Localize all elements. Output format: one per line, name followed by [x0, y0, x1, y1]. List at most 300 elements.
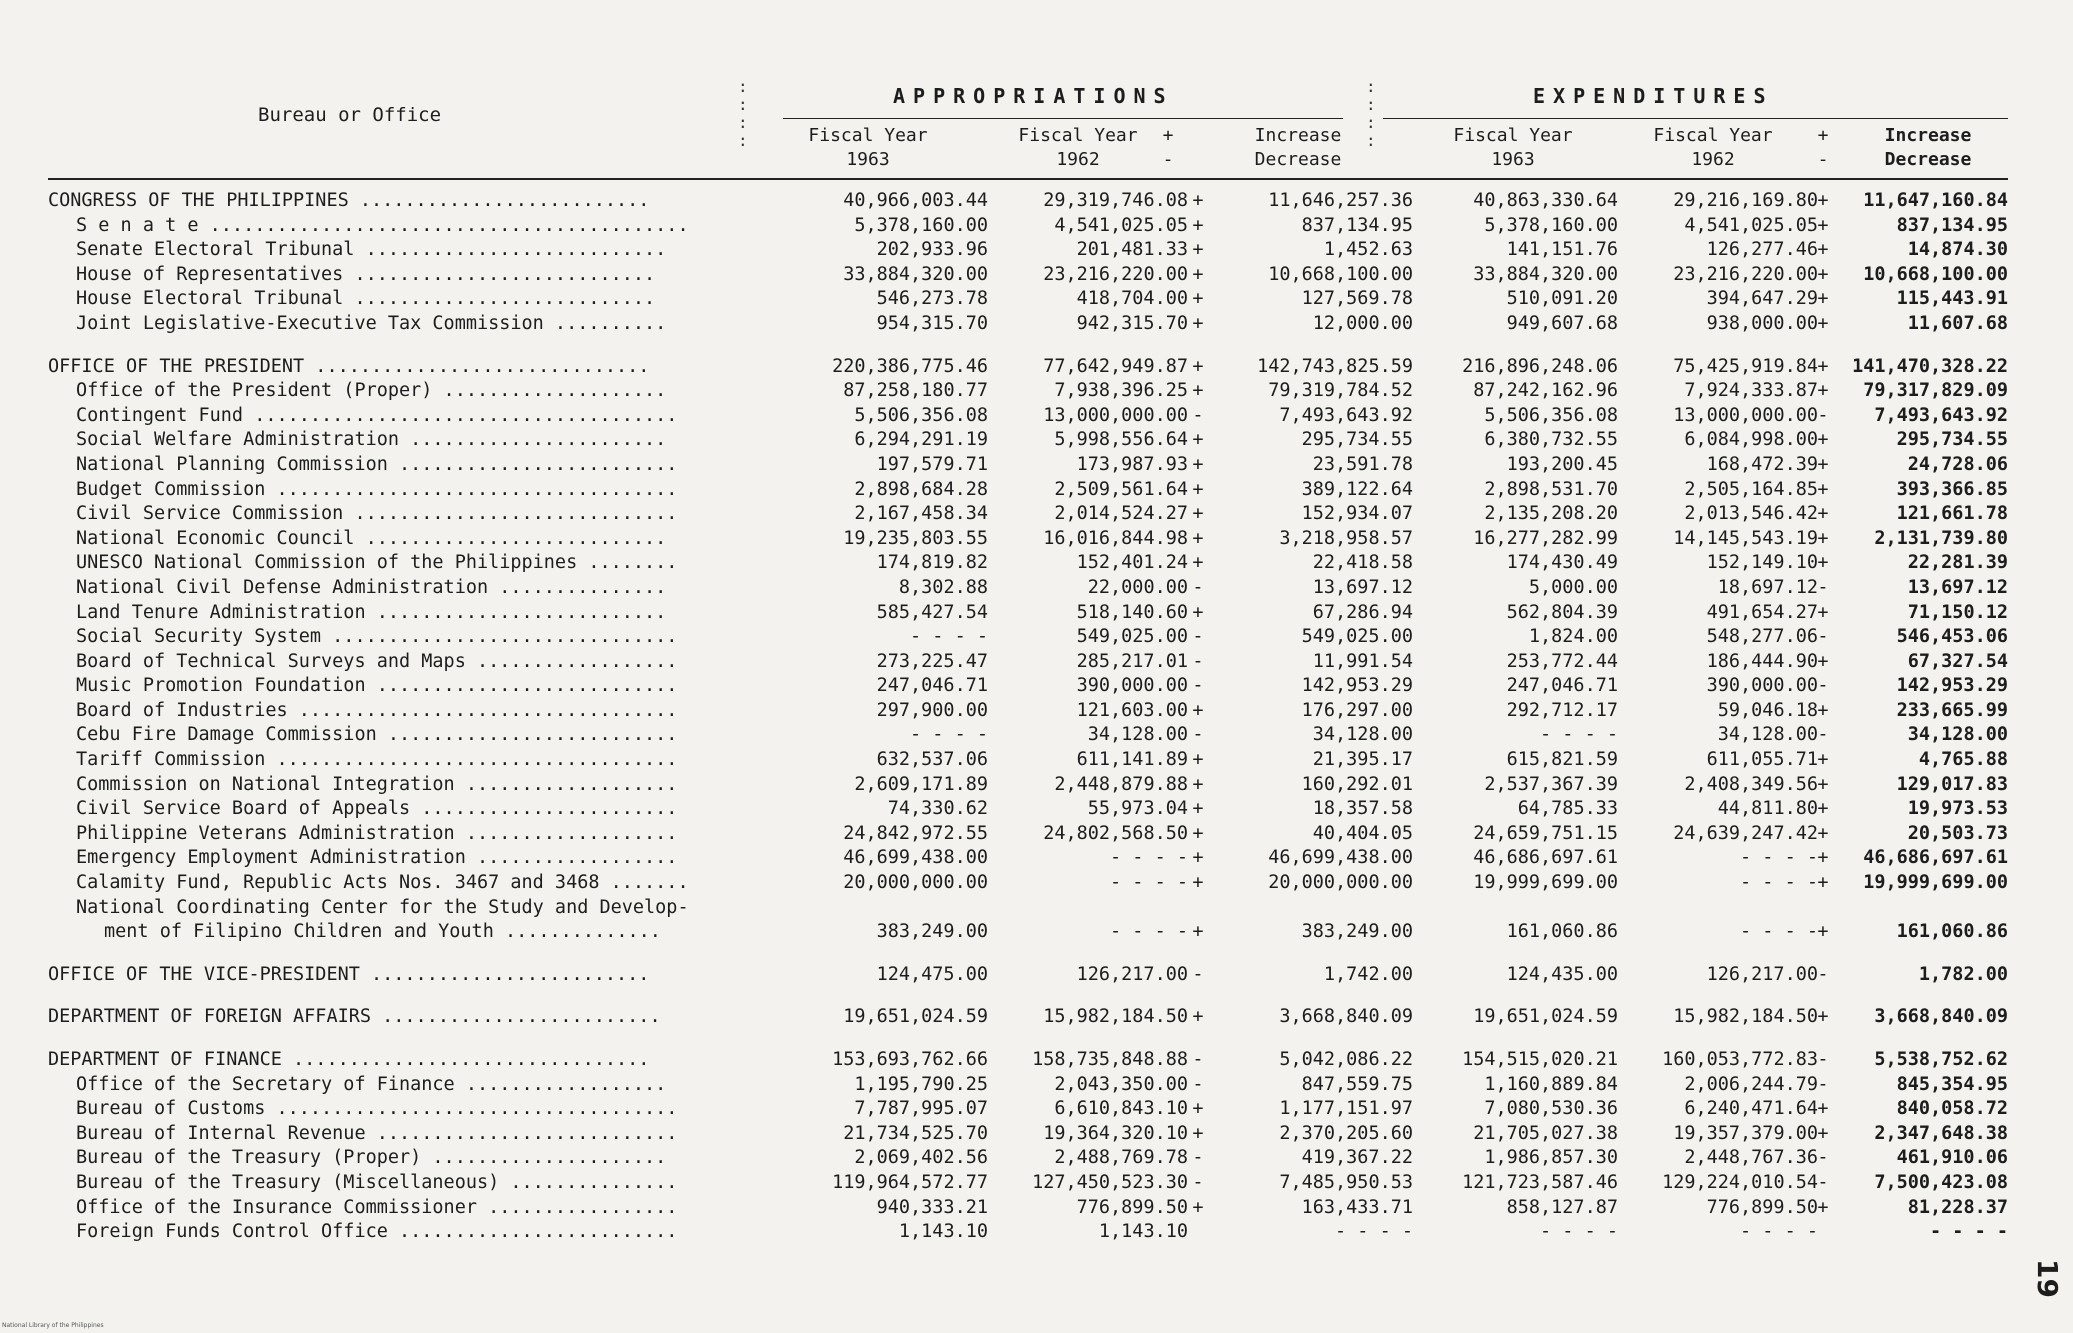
expend-1963: 19,999,699.00	[1473, 872, 1618, 894]
expend-1962: 394,647.29	[1706, 288, 1818, 310]
expend-sign: +	[1817, 1122, 1829, 1144]
header-label: Fiscal Year	[1018, 125, 1138, 146]
header-label: Fiscal Year	[1653, 125, 1773, 146]
expend-1963: 7,080,530.36	[1484, 1098, 1618, 1120]
approp-difference: 549,025.00	[1301, 626, 1413, 648]
column-separator: : : : :	[1366, 77, 1376, 150]
expend-sign: +	[1817, 239, 1829, 261]
expend-sign: +	[1817, 552, 1829, 574]
expend-sign: +	[1817, 1098, 1829, 1120]
expend-1963: 1,986,857.30	[1484, 1147, 1618, 1169]
approp-difference: - - - -	[1335, 1221, 1413, 1243]
approp-difference: 5,042,086.22	[1279, 1049, 1413, 1070]
approp-1963: 153,693,762.66	[832, 1049, 988, 1070]
table-row	[48, 749, 2023, 774]
approp-1963: 2,898,684.28	[854, 478, 988, 500]
approp-sign: +	[1192, 312, 1204, 334]
expend-1963: 858,127.87	[1506, 1196, 1618, 1218]
expend-difference: 7,493,643.92	[1874, 404, 2008, 426]
section-gap	[48, 338, 2023, 356]
approp-sign: +	[1192, 872, 1204, 894]
expend-1962: 29,216,169.80	[1673, 190, 1818, 211]
bureau-name: Philippine Veterans Administration ...................	[76, 822, 678, 844]
approp-difference: 79,319,784.52	[1268, 380, 1413, 402]
table-row	[48, 380, 2023, 405]
expend-sign: +	[1817, 650, 1829, 672]
expend-difference: 4,765.88	[1918, 749, 2008, 771]
approp-1962: 418,704.00	[1076, 288, 1188, 310]
approp-1962: 15,982,184.50	[1043, 1006, 1188, 1028]
approp-1963: 174,819.82	[876, 552, 988, 574]
header-label: Fiscal Year	[1453, 125, 1573, 146]
bureau-name: Office of the President (Proper) ....................	[76, 380, 667, 402]
expend-sign: +	[1817, 263, 1829, 285]
expend-sign: +	[1817, 312, 1829, 334]
bureau-name: Joint Legislative-Executive Tax Commission ..........	[76, 312, 667, 334]
expend-1962: 548,277.06	[1706, 626, 1818, 648]
expend-1962: 23,216,220.00	[1673, 263, 1818, 285]
expend-1963: 21,705,027.38	[1473, 1122, 1618, 1144]
approp-1963: 247,046.71	[876, 675, 988, 697]
bureau-name: Commission on National Integration ...................	[76, 773, 678, 795]
bureau-name: UNESCO National Commission of the Philippines ........	[76, 552, 678, 574]
table-row	[48, 239, 2023, 264]
approp-1963: 20,000,000.00	[843, 872, 988, 894]
expend-1962: 19,357,379.00	[1673, 1122, 1818, 1144]
expend-1962: 14,145,543.19	[1673, 527, 1818, 549]
table-row	[48, 872, 2023, 897]
expend-sign: -	[1817, 404, 1829, 426]
approp-1962: - - - -	[1110, 872, 1188, 894]
table-row	[48, 1074, 2023, 1099]
expend-1962: 34,128.00	[1717, 724, 1818, 746]
approp-1963: 33,884,320.00	[843, 263, 988, 285]
expend-sign: -	[1817, 963, 1829, 985]
approp-1962: 126,217.00	[1076, 963, 1188, 985]
expend-sign: +	[1817, 749, 1829, 771]
column-separator: : : : :	[738, 77, 748, 150]
approp-1962: 2,448,879.88	[1054, 773, 1188, 795]
expend-1963: 121,723,587.46	[1462, 1171, 1618, 1193]
expend-1962: 126,217.00	[1706, 963, 1818, 985]
approp-difference: 18,357.58	[1312, 798, 1413, 820]
approp-sign: +	[1192, 1006, 1204, 1028]
expend-1962: 6,240,471.64	[1684, 1098, 1818, 1120]
expend-1962: 7,924,333.87	[1684, 380, 1818, 402]
approp-sign: -	[1192, 1147, 1204, 1169]
expend-1963: 174,430.49	[1506, 552, 1618, 574]
expend-1962: 13,000,000.00	[1673, 404, 1818, 426]
approp-difference: 67,286.94	[1312, 601, 1413, 623]
table-row	[48, 454, 2023, 479]
approp-1962: 2,014,524.27	[1054, 503, 1188, 525]
approp-sign: +	[1192, 239, 1204, 261]
table-body	[48, 190, 2023, 1246]
bureau-name: Senate Electoral Tribunal ...........................	[76, 239, 667, 261]
approp-difference: 389,122.64	[1301, 478, 1413, 500]
bureau-name: Land Tenure Administration ..........................	[76, 601, 667, 623]
expend-1962: 126,277.46	[1706, 239, 1818, 261]
expend-sign: +	[1817, 601, 1829, 623]
approp-1963: 40,966,003.44	[843, 190, 988, 211]
approp-1962: 942,315.70	[1076, 312, 1188, 334]
expend-difference: 2,131,739.80	[1874, 527, 2008, 549]
approp-sign: +	[1192, 429, 1204, 451]
table-row	[48, 190, 2023, 215]
header-label: Increase	[1254, 125, 1342, 146]
approp-sign: +	[1192, 527, 1204, 549]
header-year: 1963	[1491, 149, 1535, 170]
approp-1962: 4,541,025.05	[1054, 214, 1188, 236]
table-row	[48, 215, 2023, 240]
bureau-name: Foreign Funds Control Office .........................	[76, 1221, 678, 1243]
expend-sign: -	[1817, 1049, 1829, 1070]
approp-1963: 46,699,438.00	[843, 847, 988, 869]
expend-difference: 161,060.86	[1896, 921, 2008, 943]
approp-1962: 1,143.10	[1098, 1221, 1188, 1243]
appropriations-header: APPROPRIATIONS	[893, 84, 1174, 108]
approp-1962: 173,987.93	[1076, 453, 1188, 475]
expend-1963: 19,651,024.59	[1473, 1006, 1618, 1028]
approp-1963: 1,143.10	[898, 1221, 988, 1243]
expend-1963: 5,378,160.00	[1484, 214, 1618, 236]
section-gap	[48, 988, 2023, 1006]
minus-sign: -	[1817, 149, 1829, 170]
bureau-name: Budget Commission ....................................	[76, 478, 678, 500]
expend-1963: 1,160,889.84	[1484, 1073, 1618, 1095]
approp-1963: 585,427.54	[876, 601, 988, 623]
header-label: Decrease	[1884, 149, 1972, 170]
approp-difference: 3,668,840.09	[1279, 1006, 1413, 1028]
approp-1963: 1,195,790.25	[854, 1073, 988, 1095]
expenditures-header: EXPENDITURES	[1533, 84, 1774, 108]
approp-1962: 611,141.89	[1076, 749, 1188, 771]
approp-1963: 2,069,402.56	[854, 1147, 988, 1169]
approp-1962: 549,025.00	[1076, 626, 1188, 648]
approp-1962: 29,319,746.08	[1043, 190, 1188, 211]
approp-sign: +	[1192, 380, 1204, 402]
expend-difference: 3,668,840.09	[1874, 1006, 2008, 1028]
expend-sign: +	[1817, 288, 1829, 310]
approp-1962: 7,938,396.25	[1054, 380, 1188, 402]
expend-sign: +	[1817, 478, 1829, 500]
approp-1962: 776,899.50	[1076, 1196, 1188, 1218]
approp-1963: 74,330.62	[887, 798, 988, 820]
approp-1962: 152,401.24	[1076, 552, 1188, 574]
approp-1962: 77,642,949.87	[1043, 355, 1188, 377]
approp-difference: 142,953.29	[1301, 675, 1413, 697]
expend-1963: 5,506,356.08	[1484, 404, 1618, 426]
expend-1962: 152,149.10	[1706, 552, 1818, 574]
expend-1963: 87,242,162.96	[1473, 380, 1618, 402]
expend-1963: 292,712.17	[1506, 699, 1618, 721]
expend-1962: 2,505,164.85	[1684, 478, 1818, 500]
approp-1962: 19,364,320.10	[1043, 1122, 1188, 1144]
expend-difference: 141,470,328.22	[1852, 355, 2008, 377]
expenditures-underline	[1383, 118, 2008, 119]
approp-difference: 40,404.05	[1312, 822, 1413, 844]
bureau-name: Civil Service Board of Appeals .......................	[76, 798, 678, 820]
expend-difference: - - - -	[1930, 1221, 2008, 1243]
expend-sign: -	[1817, 1147, 1829, 1169]
header-year: 1962	[1691, 149, 1735, 170]
approp-difference: 176,297.00	[1301, 699, 1413, 721]
bureau-name: Bureau of the Treasury (Proper) .....................	[76, 1147, 667, 1169]
approp-1963: 19,235,803.55	[843, 527, 988, 549]
bureau-name: Office of the Insurance Commissioner .................	[76, 1196, 678, 1218]
approp-1962: 201,481.33	[1076, 239, 1188, 261]
expend-difference: 295,734.55	[1896, 429, 2008, 451]
approp-difference: 22,418.58	[1312, 552, 1413, 574]
expend-1962: - - - -	[1740, 872, 1818, 894]
approp-1962: 34,128.00	[1087, 724, 1188, 746]
app-increase-header	[1208, 124, 1388, 172]
bureau-name: Cebu Fire Damage Commission ..........................	[76, 724, 678, 746]
bureau-name: National Economic Council ...........................	[76, 527, 667, 549]
bureau-name: Social Security System ...............................	[76, 626, 678, 648]
table-row	[48, 675, 2023, 700]
approp-1963: 19,651,024.59	[843, 1006, 988, 1028]
approp-sign: +	[1192, 288, 1204, 310]
expend-sign: +	[1817, 921, 1829, 943]
table-row	[48, 798, 2023, 823]
expend-sign: +	[1817, 1196, 1829, 1218]
table-row	[48, 313, 2023, 338]
approp-difference: 10,668,100.00	[1268, 263, 1413, 285]
table-row	[48, 1049, 2023, 1074]
approp-difference: 295,734.55	[1301, 429, 1413, 451]
expend-difference: 233,665.99	[1896, 699, 2008, 721]
section-gap	[48, 1031, 2023, 1049]
exp-increase-header	[1843, 124, 2013, 172]
table-row	[48, 700, 2023, 725]
table-header	[48, 70, 2008, 180]
bureau-name: Board of Technical Surveys and Maps ..................	[76, 650, 678, 672]
approp-1963: 87,258,180.77	[843, 380, 988, 402]
approp-sign: -	[1192, 724, 1204, 746]
approp-1963: 297,900.00	[876, 699, 988, 721]
approp-difference: 1,177,151.97	[1279, 1098, 1413, 1120]
table-row	[48, 1147, 2023, 1172]
approp-1963: 954,315.70	[876, 312, 988, 334]
expend-difference: 11,607.68	[1907, 312, 2008, 334]
bureau-name: OFFICE OF THE VICE-PRESIDENT .........................	[48, 963, 650, 985]
approp-difference: 11,991.54	[1312, 650, 1413, 672]
bureau-name: Emergency Employment Administration ..................	[76, 847, 678, 869]
approp-sign: +	[1192, 749, 1204, 771]
expend-1963: 2,135,208.20	[1484, 503, 1618, 525]
expend-1963: 510,091.20	[1506, 288, 1618, 310]
table-row	[48, 1172, 2023, 1197]
approp-sign: -	[1192, 576, 1204, 598]
expend-difference: 24,728.06	[1907, 453, 2008, 475]
approp-difference: 20,000,000.00	[1268, 872, 1413, 894]
approp-1962: 2,509,561.64	[1054, 478, 1188, 500]
expend-1963: 124,435.00	[1506, 963, 1618, 985]
table-row	[48, 429, 2023, 454]
bureau-name: Music Promotion Foundation ...........................	[76, 675, 678, 697]
approp-1962: 518,140.60	[1076, 601, 1188, 623]
exp-fy1963-header	[1413, 124, 1613, 172]
table-row	[48, 503, 2023, 528]
plus-sign: +	[1817, 125, 1829, 146]
approp-1962: 6,610,843.10	[1054, 1098, 1188, 1120]
expend-sign: -	[1817, 576, 1829, 598]
expend-1962: 491,654.27	[1706, 601, 1818, 623]
approp-difference: 847,559.75	[1301, 1073, 1413, 1095]
expend-1962: 611,055.71	[1706, 749, 1818, 771]
expend-1962: 15,982,184.50	[1673, 1006, 1818, 1028]
bureau-column-header: Bureau or Office	[258, 104, 442, 126]
approp-sign: +	[1192, 1098, 1204, 1120]
table-row	[48, 724, 2023, 749]
expend-1962: - - - -	[1740, 847, 1818, 869]
approp-difference: 127,569.78	[1301, 288, 1413, 310]
approp-difference: 7,493,643.92	[1279, 404, 1413, 426]
approp-sign: +	[1192, 190, 1204, 211]
expend-sign: +	[1817, 527, 1829, 549]
approp-difference: 152,934.07	[1301, 503, 1413, 525]
bureau-name: Social Welfare Administration .......................	[76, 429, 667, 451]
approp-difference: 12,000.00	[1312, 312, 1413, 334]
table-row	[48, 356, 2023, 381]
bureau-name: CONGRESS OF THE PHILIPPINES ..........................	[48, 190, 650, 211]
expend-1963: 64,785.33	[1517, 798, 1618, 820]
expend-difference: 2,347,648.38	[1874, 1122, 2008, 1144]
approp-1963: 2,167,458.34	[854, 503, 988, 525]
expend-difference: 115,443.91	[1896, 288, 2008, 310]
expend-1962: 160,053,772.83	[1662, 1049, 1818, 1070]
expend-sign: +	[1817, 214, 1829, 236]
expend-1962: 18,697.12	[1717, 576, 1818, 598]
approp-difference: 7,485,950.53	[1279, 1171, 1413, 1193]
expend-1963: 24,659,751.15	[1473, 822, 1618, 844]
expend-1962: 6,084,998.00	[1684, 429, 1818, 451]
expend-difference: 13,697.12	[1907, 576, 2008, 598]
approp-1963: 273,225.47	[876, 650, 988, 672]
approp-sign: +	[1192, 798, 1204, 820]
section-gap	[48, 946, 2023, 964]
approp-1963: 5,506,356.08	[854, 404, 988, 426]
approp-sign: +	[1192, 1196, 1204, 1218]
approp-1963: 220,386,775.46	[832, 355, 988, 377]
expend-sign: +	[1817, 822, 1829, 844]
expend-sign: +	[1817, 429, 1829, 451]
approp-sign: +	[1192, 699, 1204, 721]
expend-1962: 168,472.39	[1706, 453, 1818, 475]
expend-difference: 461,910.06	[1896, 1147, 2008, 1169]
approp-sign: -	[1192, 626, 1204, 648]
table-row	[48, 897, 2023, 922]
expend-difference: 546,453.06	[1896, 626, 2008, 648]
approp-1963: 5,378,160.00	[854, 214, 988, 236]
header-label: Increase	[1884, 125, 1972, 146]
approp-sign: -	[1192, 404, 1204, 426]
approp-difference: 11,646,257.36	[1268, 190, 1413, 211]
approp-1962: 2,488,769.78	[1054, 1147, 1188, 1169]
table-row	[48, 1197, 2023, 1222]
expend-1963: 562,804.39	[1506, 601, 1618, 623]
expend-difference: 7,500,423.08	[1874, 1171, 2008, 1193]
expend-1963: 216,896,248.06	[1462, 355, 1618, 377]
approp-1963: 546,273.78	[876, 288, 988, 310]
expend-difference: 19,999,699.00	[1863, 872, 2008, 894]
bureau-name: Bureau of the Treasury (Miscellaneous) ...............	[76, 1171, 678, 1193]
expend-1962: 75,425,919.84	[1673, 355, 1818, 377]
table-row	[48, 921, 2023, 946]
approp-sign: +	[1192, 921, 1204, 943]
approp-1963: 197,579.71	[876, 453, 988, 475]
expend-1963: 247,046.71	[1506, 675, 1618, 697]
approp-1962: 55,973.04	[1087, 798, 1188, 820]
expend-1963: 253,772.44	[1506, 650, 1618, 672]
bureau-name: National Coordinating Center for the Study and Develop-	[76, 896, 689, 918]
approp-difference: 3,218,958.57	[1279, 527, 1413, 549]
approp-1962: - - - -	[1110, 921, 1188, 943]
expend-sign: -	[1817, 626, 1829, 648]
expend-1962: 2,448,767.36	[1684, 1147, 1818, 1169]
approp-1963: 6,294,291.19	[854, 429, 988, 451]
approp-1963: 7,787,995.07	[854, 1098, 988, 1120]
approp-difference: 837,134.95	[1301, 214, 1413, 236]
header-label: Fiscal Year	[808, 125, 928, 146]
table-row	[48, 602, 2023, 627]
expend-difference: 837,134.95	[1896, 214, 2008, 236]
approp-difference: 142,743,825.59	[1257, 355, 1413, 377]
table-row	[48, 774, 2023, 799]
approp-1962: 121,603.00	[1076, 699, 1188, 721]
table-row	[48, 626, 2023, 651]
approp-1963: 2,609,171.89	[854, 773, 988, 795]
table-row	[48, 479, 2023, 504]
approp-1963: - - - -	[910, 626, 988, 648]
approp-sign: -	[1192, 675, 1204, 697]
header-year: 1963	[846, 149, 890, 170]
approp-sign: +	[1192, 453, 1204, 475]
expend-1962: 24,639,247.42	[1673, 822, 1818, 844]
expend-difference: 5,538,752.62	[1874, 1049, 2008, 1070]
approp-difference: 13,697.12	[1312, 576, 1413, 598]
footer-note: National Library of the Philippines	[2, 1322, 104, 1329]
expend-1962: - - - -	[1740, 921, 1818, 943]
expend-difference: 46,686,697.61	[1863, 847, 2008, 869]
expend-difference: 34,128.00	[1907, 724, 2008, 746]
expend-sign: -	[1817, 1171, 1829, 1193]
bureau-name: Tariff Commission ....................................	[76, 749, 678, 771]
approp-difference: 21,395.17	[1312, 749, 1413, 771]
expend-1962: 4,541,025.05	[1684, 214, 1818, 236]
expend-sign: +	[1817, 380, 1829, 402]
expend-1963: 46,686,697.61	[1473, 847, 1618, 869]
approp-sign: +	[1192, 355, 1204, 377]
expend-1962: - - - -	[1740, 1221, 1818, 1243]
bureau-name: ment of Filipino Children and Youth ..............	[104, 921, 661, 943]
expend-1963: 2,898,531.70	[1484, 478, 1618, 500]
header-year: 1962	[1056, 149, 1100, 170]
approp-sign: +	[1192, 1122, 1204, 1144]
bureau-name: House of Representatives ...........................	[76, 263, 656, 285]
expend-difference: 129,017.83	[1896, 773, 2008, 795]
expend-1963: - - - -	[1540, 1221, 1618, 1243]
approp-1962: 2,043,350.00	[1054, 1073, 1188, 1095]
approp-1963: 24,842,972.55	[843, 822, 988, 844]
expend-1963: 5,000.00	[1528, 576, 1618, 598]
exp-sign-header	[1803, 124, 1843, 172]
table-row	[48, 552, 2023, 577]
expend-sign: +	[1817, 847, 1829, 869]
bureau-name: DEPARTMENT OF FOREIGN AFFAIRS .........................	[48, 1006, 661, 1028]
expend-1962: 59,046.18	[1717, 699, 1818, 721]
